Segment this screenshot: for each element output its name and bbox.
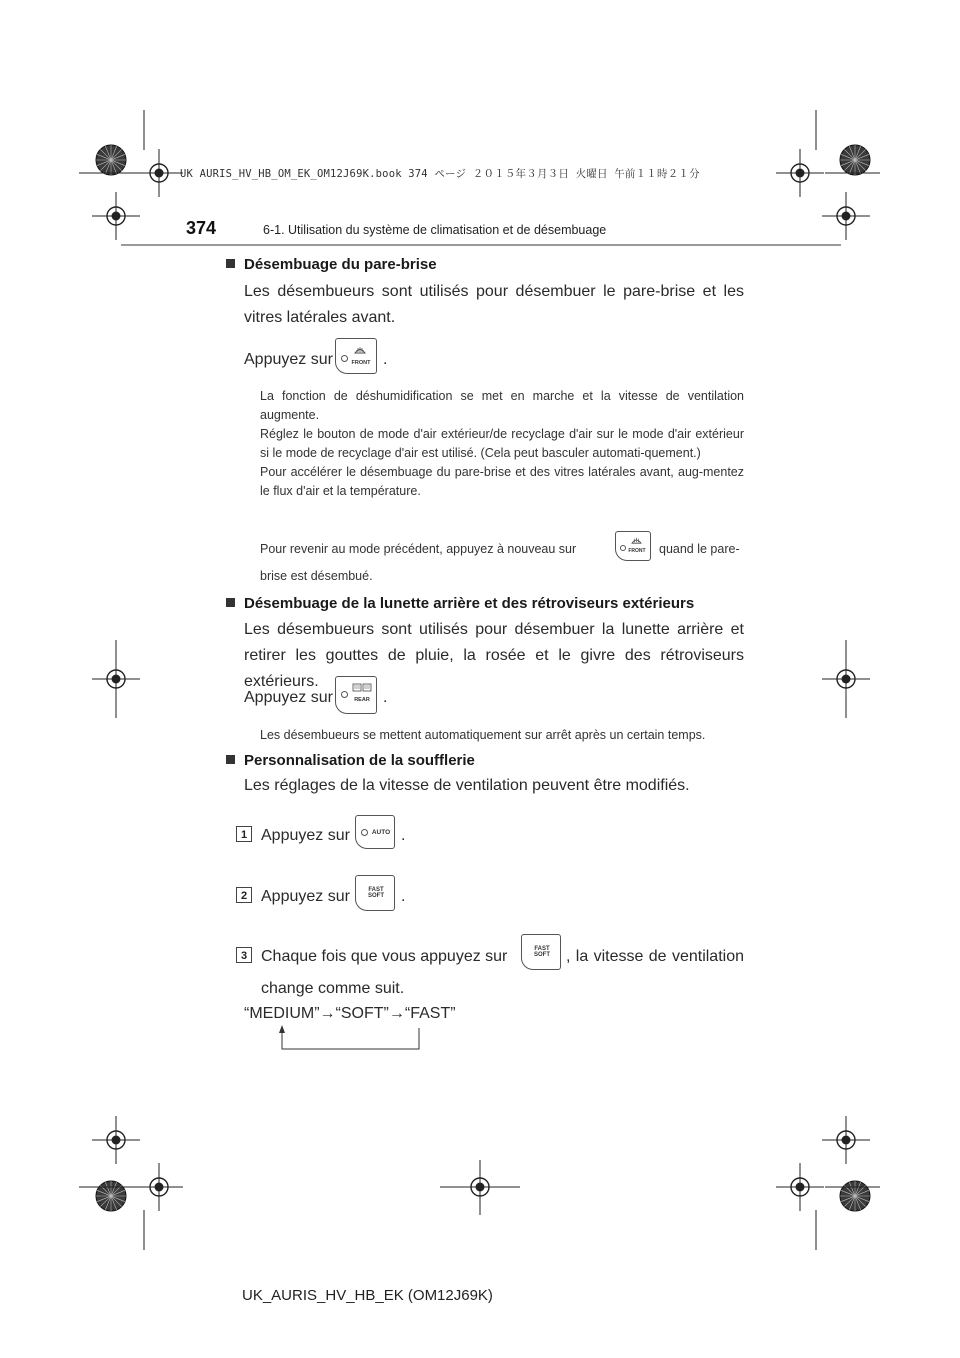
rear-defrost-button-icon: REAR xyxy=(335,676,377,714)
defrost-icon xyxy=(631,536,642,545)
fast-soft-button-icon: FAST SOFT xyxy=(355,875,395,911)
step-suffix: , la vitesse de ventilation xyxy=(566,948,744,965)
section-note: Les désembueurs se mettent automatiquement sur arrêt après un certain temps. xyxy=(260,728,706,742)
press-instruction: Appuyez sur xyxy=(244,689,333,706)
step-line2: change comme suit. xyxy=(261,980,405,997)
step-number: 1 xyxy=(236,826,252,842)
press-instruction: Appuyez sur xyxy=(244,351,333,368)
square-bullet-icon xyxy=(226,598,235,607)
section-note: La fonction de déshumidification se met en marche et la vitesse de ventilation augmente. Réglez le bouton de mode d'air extérieur/de recyclage d'air sur le mode d'air extérieur si le mode de recyclage d'air est utilisé. (Cela peut basculer automati-quement.) Pour accélérer le désembuage du pare-brise et des vitres latérales avant, aug-mentez le flux d'air et la température. xyxy=(260,389,744,498)
return-prefix: Pour revenir au mode précédent, appuyez à nouveau sur xyxy=(260,542,577,556)
step-number: 3 xyxy=(236,947,252,963)
step-suffix: . xyxy=(401,888,406,905)
header-title: 6-1. Utilisation du système de climatisation et de désembuage xyxy=(263,223,607,237)
section-heading: Désembuage du pare-brise xyxy=(226,256,437,273)
auto-button-icon: AUTO xyxy=(355,815,395,849)
fast-soft-button-icon: FAST SOFT xyxy=(521,934,561,970)
section-heading: Personnalisation de la soufflerie xyxy=(226,752,475,769)
front-defrost-button-icon: FRONT xyxy=(335,338,377,374)
step-text: Appuyez sur xyxy=(261,888,350,905)
step-number: 2 xyxy=(236,887,252,903)
section-heading: Désembuage de la lunette arrière et des rétroviseurs extérieurs xyxy=(226,595,694,612)
press-suffix: . xyxy=(383,689,388,706)
fan-speed-cycle: “MEDIUM”→“SOFT”→“FAST” xyxy=(244,1005,456,1022)
cycle-return-arrow-icon xyxy=(270,1024,430,1054)
defrost-icon xyxy=(354,345,366,355)
rear-defog-icon xyxy=(352,683,372,693)
step-suffix: . xyxy=(401,827,406,844)
print-info: UK AURIS_HV_HB_OM_EK_OM12J69K.book 374 ページ ２０１５年３月３日 火曜日 午前１１時２１分 xyxy=(180,168,700,180)
page-number: 374 xyxy=(186,218,217,238)
section-body: Les désembueurs sont utilisés pour désembuer le pare-brise et les vitres latérales avant. xyxy=(244,283,744,326)
footer-code: UK_AURIS_HV_HB_EK (OM12J69K) xyxy=(242,1287,493,1304)
section-body: Les réglages de la vitesse de ventilation peuvent être modifiés. xyxy=(244,777,690,794)
press-suffix: . xyxy=(383,351,388,368)
header-rule xyxy=(121,244,841,246)
return-line2: brise est désembué. xyxy=(260,569,373,583)
front-defrost-button-icon: FRONT xyxy=(615,531,651,561)
arrow-right-icon: → xyxy=(319,1005,336,1022)
step-text: Appuyez sur xyxy=(261,827,350,844)
square-bullet-icon xyxy=(226,259,235,268)
step-text: Chaque fois que vous appuyez sur xyxy=(261,948,508,965)
arrow-right-icon: → xyxy=(388,1005,405,1022)
return-suffix: quand le pare- xyxy=(659,542,740,556)
square-bullet-icon xyxy=(226,755,235,764)
section-body: Les désembueurs sont utilisés pour désembuer la lunette arrière et retirer les gouttes de pluie, la rosée et le givre des rétroviseurs extérieurs. xyxy=(244,621,744,690)
